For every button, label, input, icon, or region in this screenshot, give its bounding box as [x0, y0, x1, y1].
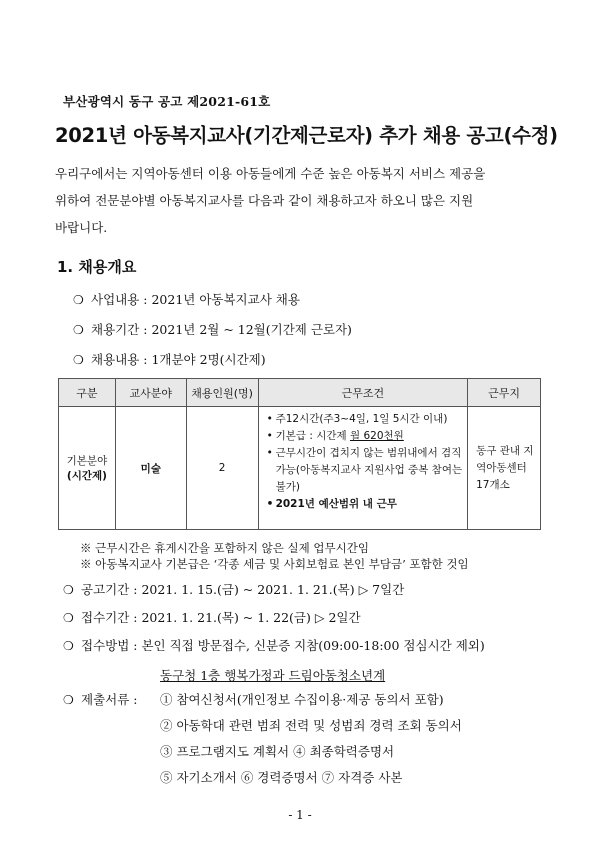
document-item: ② 아동학대 관련 범죄 전력 및 성범죄 경력 조회 동의서 [160, 718, 462, 733]
section-heading: 1. 채용개요 [57, 258, 137, 276]
intro-paragraph [55, 160, 550, 241]
category-line: (시간제) [66, 470, 107, 482]
condition-text: 기본급 : 시간제 [275, 430, 350, 442]
list-item [63, 580, 404, 598]
document-item: ⑤ 자기소개서 ⑥ 경력증명서 ⑦ 자격증 사본 [160, 770, 403, 785]
circle-bullet-icon: ❍ [73, 353, 84, 367]
documents-label-row [63, 690, 138, 708]
list-item [63, 636, 485, 654]
table-row [59, 407, 541, 530]
cell-workplace: 동구 관내 지역아동센터 17개소 [468, 407, 541, 530]
page-title: 2021년 아동복지교사(기간제근로자) 추가 채용 공고(수정) [55, 124, 558, 147]
circle-bullet-icon: ❍ [73, 293, 84, 307]
col-header-conditions: 근무조건 [258, 379, 468, 407]
note-line: ※ 아동복지교사 기본급은 ‘각종 세금 및 사회보험료 본인 부담금’ 포함한 것임 [80, 557, 469, 571]
document-item: ③ 프로그램지도 계획서 ④ 최종학력증명서 [160, 744, 395, 759]
circle-bullet-icon: ❍ [63, 611, 74, 625]
circle-bullet-icon: ❍ [63, 693, 74, 707]
salary-underlined: 월 620천원 [349, 430, 404, 442]
col-header-workplace: 근무지 [468, 379, 541, 407]
receipt-place: 동구청 1층 행복가정과 드림아동청소년계 [160, 668, 386, 683]
condition-item [267, 428, 466, 445]
hiring-period: 채용기간 : 2021년 2월 ~ 12월(기간제 근로자) [91, 322, 352, 337]
list-item [63, 608, 361, 626]
circle-bullet-icon: ❍ [73, 323, 84, 337]
list-item [73, 350, 266, 368]
table-header-row [59, 379, 541, 407]
category-line: 기본분야 [66, 455, 108, 467]
recruitment-table [58, 378, 541, 530]
notice-number: 부산광역시 동구 공고 제2021-61호 [63, 94, 271, 109]
note-line: ※ 근무시간은 휴게시간을 포함하지 않은 실제 업무시간임 [80, 541, 369, 555]
notes [80, 540, 469, 572]
intro-line: 바랍니다. [55, 220, 108, 235]
cell-count: 2 [186, 407, 258, 530]
circle-bullet-icon: ❍ [63, 639, 74, 653]
intro-line: 위하여 전문분야별 아동복지교사를 다음과 같이 채용하고자 하오니 많은 지원 [55, 193, 474, 208]
circle-bullet-icon: ❍ [63, 583, 74, 597]
receipt-method: 접수방법 : 본인 직접 방문접수, 신분증 지참(09:00-18:00 점심시간 제외) [81, 638, 485, 653]
list-item [73, 320, 352, 338]
announcement-period: 공고기간 : 2021. 1. 15.(금) ~ 2021. 1. 21.(목) ▷ 7일간 [81, 582, 405, 597]
col-header-category: 구분 [59, 379, 116, 407]
list-item [73, 290, 300, 308]
page-number: - 1 - [288, 808, 312, 822]
receipt-period: 접수기간 : 2021. 1. 21.(목) ~ 1. 22(금) ▷ 2일간 [81, 610, 361, 625]
intro-line: 우리구에서는 지역아동센터 이용 아동들에게 수준 높은 아동복지 서비스 제공을 [55, 166, 486, 181]
cell-field: 미술 [115, 407, 186, 530]
hiring-content: 채용내용 : 1개분야 2명(시간제) [91, 352, 266, 367]
condition-item: • 2021년 예산범위 내 근무 [267, 496, 466, 513]
cell-conditions [258, 407, 468, 530]
col-header-field: 교사분야 [115, 379, 186, 407]
col-header-count: 채용인원(명) [186, 379, 258, 407]
document-item: ① 참여신청서(개인정보 수집이용·제공 동의서 포함) [160, 692, 444, 707]
business-content: 사업내용 : 2021년 아동복지교사 채용 [91, 292, 300, 307]
documents-label: 제출서류 : [81, 692, 138, 707]
cell-category [59, 407, 116, 530]
condition-item: • 근무시간이 겹치지 않는 범위내에서 겸직 가능(아동복지교사 지원사업 중복 참여는 불가) [267, 445, 466, 496]
condition-item: • 주12시간(주3~4일, 1일 5시간 이내) [267, 411, 466, 428]
